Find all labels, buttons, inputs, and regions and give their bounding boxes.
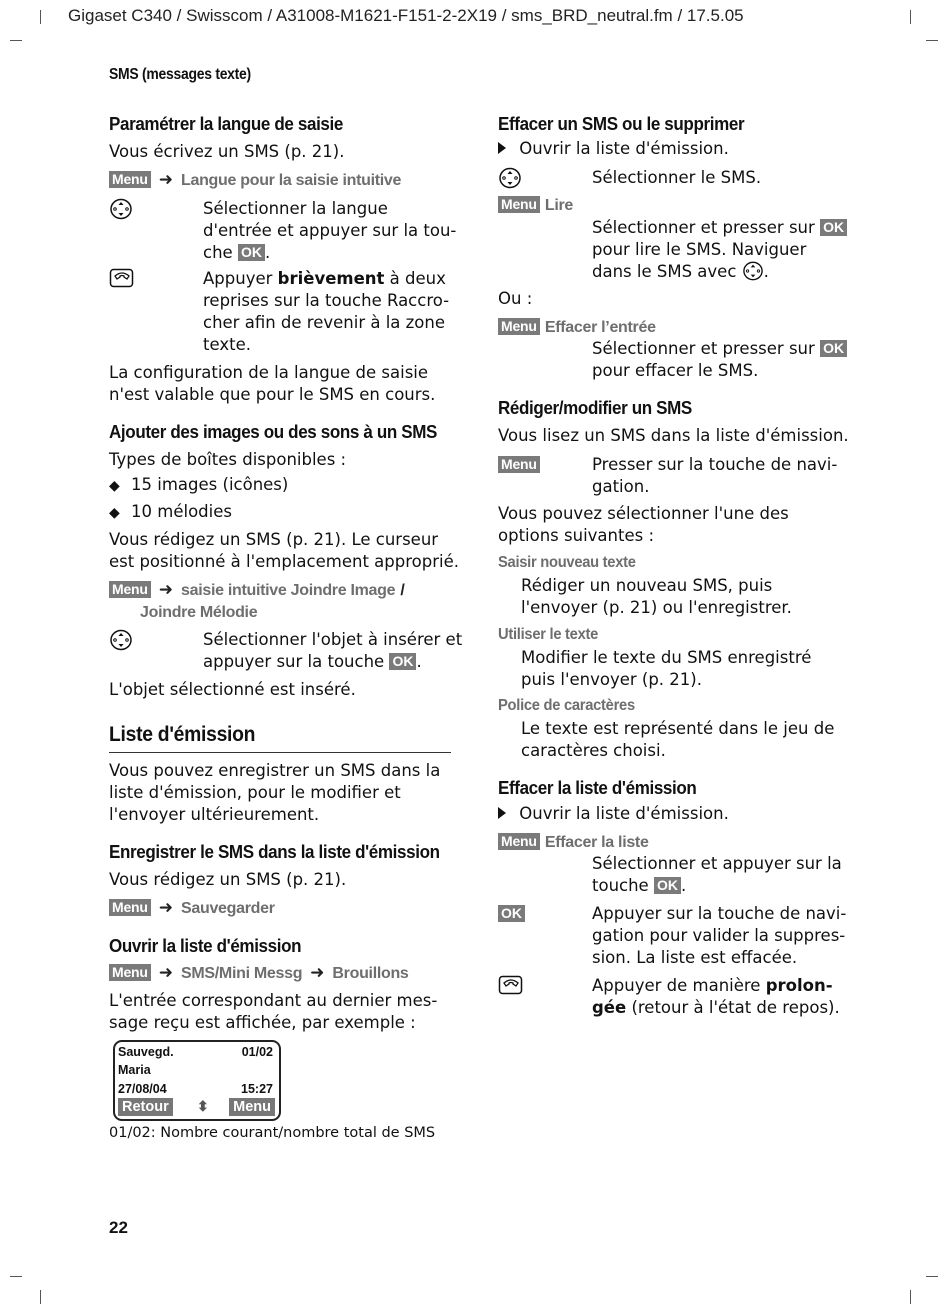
- crop-mark: [910, 1290, 911, 1304]
- step-select-object: [109, 629, 463, 675]
- display-line: Maria: [118, 1063, 151, 1077]
- end-call-key-icon: [498, 975, 524, 995]
- crop-mark: [10, 40, 22, 41]
- para-line: est positionné à l'emplacement approprié.: [109, 552, 459, 571]
- step-line: Sélectionner et presser sur: [592, 218, 815, 237]
- images-intro: Types de boîtes disponibles :: [109, 450, 347, 469]
- menu-path-lire: [498, 195, 573, 215]
- punct: .: [264, 243, 271, 262]
- heading-images: Ajouter des images ou des sons à un SMS: [109, 421, 438, 442]
- list-item: [109, 474, 288, 497]
- option-desc: [521, 647, 811, 691]
- para-line: sage reçu est affichée, par exemple :: [109, 1013, 416, 1032]
- list-item-text: 15 images (icônes): [131, 475, 289, 494]
- step-end-key-long: [498, 975, 843, 1021]
- menu-softkey[interactable]: Menu: [498, 318, 540, 335]
- crop-mark: [40, 10, 41, 24]
- crop-mark: [40, 1290, 41, 1304]
- nav-key-icon: [109, 629, 133, 651]
- step-line: Sélectionner et appuyer sur la: [592, 854, 842, 873]
- ok-key[interactable]: OK: [820, 219, 847, 236]
- step-line: Appuyer de manière: [592, 976, 761, 995]
- nav-key-icon: [498, 167, 522, 189]
- step-line: Appuyer: [203, 269, 273, 288]
- step-triangle-icon: [498, 807, 506, 819]
- display-date: 27/08/04: [118, 1082, 167, 1096]
- step-line: Presser sur la touche de navi-: [592, 455, 838, 474]
- lire-desc: [592, 217, 852, 283]
- nav-key-icon: [109, 198, 133, 220]
- arrow-icon: ➜: [158, 963, 174, 983]
- edit-intro: Vous lisez un SMS dans la liste d'émission.: [498, 426, 849, 445]
- step-line: Ouvrir la liste d'émission.: [519, 804, 729, 823]
- para-line: l'envoyer ultérieurement.: [109, 805, 320, 824]
- menu-path-images-cont: [140, 602, 257, 622]
- menu-softkey[interactable]: Menu: [498, 833, 540, 850]
- menu-softkey[interactable]: Menu: [109, 964, 151, 981]
- step-line: gation.: [592, 477, 650, 496]
- option-desc-line: caractères choisi.: [521, 741, 666, 760]
- display-counter: 01/02: [241, 1045, 273, 1059]
- ok-key[interactable]: OK: [654, 877, 681, 894]
- list-item-text: 10 mélodies: [131, 502, 232, 521]
- step-line: Sélectionner le SMS.: [592, 168, 762, 187]
- note-line: La configuration de la langue de saisie: [109, 363, 429, 382]
- option-label[interactable]: Saisir nouveau texte: [498, 554, 636, 571]
- menu-path-item: Brouillons: [332, 965, 409, 982]
- bullet-diamond-icon: ◆: [109, 505, 120, 521]
- ok-key[interactable]: OK: [389, 653, 416, 670]
- arrow-icon: ➜: [158, 170, 174, 190]
- crop-mark: [926, 40, 938, 41]
- arrow-icon: ➜: [158, 898, 174, 918]
- option-desc: [521, 575, 792, 619]
- section-title: SMS (messages texte): [109, 66, 251, 83]
- punct: .: [416, 652, 422, 671]
- step-select-sms: [498, 167, 843, 191]
- lang-intro: Vous écrivez un SMS (p. 21).: [109, 142, 345, 161]
- lang-note: [109, 362, 435, 406]
- effacer-desc: [592, 338, 852, 382]
- heading-edit: Rédiger/modifier un SMS: [498, 397, 692, 418]
- menu-path-item: Joindre Mélodie: [140, 604, 258, 621]
- option-desc-line: l'envoyer (p. 21) ou l'enregistrer.: [521, 598, 792, 617]
- option-label[interactable]: Utiliser le texte: [498, 626, 599, 643]
- menu-softkey[interactable]: Menu: [109, 171, 151, 188]
- step-line: dans le SMS avec: [592, 262, 737, 281]
- menu-path-item: Effacer l’entrée: [544, 319, 656, 336]
- step-line: sion. La liste est effacée.: [592, 948, 798, 967]
- punct: .: [763, 262, 769, 281]
- ok-key[interactable]: OK: [498, 905, 525, 922]
- menu-path-clear: [498, 832, 649, 852]
- option-desc-line: Modifier le texte du SMS enregistré: [521, 648, 812, 667]
- menu-softkey[interactable]: Menu: [498, 196, 540, 213]
- liste-para: [109, 760, 440, 826]
- ok-key[interactable]: OK: [238, 244, 265, 261]
- ou-label: Ou :: [498, 289, 533, 308]
- step-line: Sélectionner et presser sur: [592, 339, 815, 358]
- heading-lang: Paramétrer la langue de saisie: [109, 113, 343, 134]
- menu-path-images: [109, 580, 404, 600]
- step-bold: gée: [592, 998, 627, 1017]
- menu-path-item: Langue pour la saisie intuitive: [181, 172, 402, 189]
- list-item: [109, 501, 232, 524]
- softkey-menu[interactable]: Menu: [229, 1098, 275, 1116]
- display-line: Sauvegd.: [118, 1045, 174, 1059]
- menu-path-item: Effacer la liste: [544, 834, 649, 851]
- step-line: à deux: [389, 269, 446, 288]
- step-line: pour effacer le SMS.: [592, 361, 759, 380]
- step-line: texte.: [203, 335, 251, 354]
- save-intro: Vous rédigez un SMS (p. 21).: [109, 870, 347, 889]
- heading-rule: [109, 752, 451, 753]
- step-confirm-ok: [498, 903, 847, 971]
- menu-path-item: SMS/Mini Messg: [181, 965, 303, 982]
- softkey-retour[interactable]: Retour: [118, 1098, 173, 1116]
- bullet-diamond-icon: ◆: [109, 478, 120, 494]
- para-line: liste d'émission, pour le modifier et: [109, 783, 401, 802]
- step-select-lang: [109, 198, 457, 268]
- step-bold: prolon-: [765, 976, 833, 995]
- step-triangle-icon: [498, 142, 506, 154]
- step-line: Sélectionner l'objet à insérer et: [203, 630, 463, 649]
- page-number: 22: [109, 1218, 128, 1237]
- step-press-nav: [498, 454, 843, 500]
- option-label[interactable]: Police de caractères: [498, 697, 635, 714]
- step-line: touche: [592, 876, 649, 895]
- phone-display: [113, 1040, 281, 1121]
- para-line: Vous pouvez sélectionner l'une des: [498, 504, 789, 523]
- crop-mark: [910, 10, 911, 24]
- para-line: Vous pouvez enregistrer un SMS dans la: [109, 761, 441, 780]
- menu-path-lang: [109, 170, 401, 190]
- ok-key[interactable]: OK: [820, 340, 847, 357]
- step-end-key: [109, 268, 454, 358]
- step-line: gation pour valider la suppres-: [592, 926, 846, 945]
- option-desc-line: Le texte est représenté dans le jeu de: [521, 719, 835, 738]
- path-separator: /: [400, 582, 405, 599]
- heading-clear: Effacer la liste d'émission: [498, 777, 697, 798]
- step-line: Ouvrir la liste d'émission.: [519, 139, 729, 158]
- menu-path-item: saisie intuitive Joindre Image: [181, 582, 396, 599]
- menu-softkey[interactable]: Menu: [109, 899, 151, 916]
- heading-delete: Effacer un SMS ou le supprimer: [498, 113, 745, 134]
- images-para: [109, 529, 459, 573]
- menu-path-item: Lire: [544, 197, 574, 214]
- step-line: appuyer sur la touche: [203, 652, 385, 671]
- menu-softkey[interactable]: Menu: [498, 456, 540, 473]
- up-down-icon: ⬍: [197, 1098, 209, 1114]
- step-line: (retour à l'état de repos).: [631, 998, 840, 1017]
- note-line: n'est valable que pour le SMS en cours.: [109, 385, 436, 404]
- option-desc-line: Rédiger un nouveau SMS, puis: [521, 576, 773, 595]
- heading-save: Enregistrer le SMS dans la liste d'émission: [109, 841, 440, 862]
- open-para: [109, 990, 437, 1034]
- option-desc: [521, 718, 834, 762]
- heading-open: Ouvrir la liste d'émission: [109, 935, 302, 956]
- edit-para: [498, 503, 789, 547]
- step-line: Sélectionner la langue: [203, 199, 388, 218]
- menu-path-save: [109, 898, 275, 918]
- para-line: L'entrée correspondant au dernier mes-: [109, 991, 438, 1010]
- step-open-list: [498, 803, 729, 825]
- option-desc-line: puis l'envoyer (p. 21).: [521, 670, 702, 689]
- display-time: 15:27: [241, 1082, 273, 1096]
- display-caption: 01/02: Nombre courant/nombre total de SMS: [109, 1125, 436, 1141]
- step-line: reprises sur la touche Raccro-: [203, 291, 450, 310]
- menu-path-item: Sauvegarder: [181, 900, 275, 917]
- end-call-key-icon: [109, 268, 135, 288]
- nav-key-icon: [742, 261, 764, 281]
- para-line: Vous rédigez un SMS (p. 21). Le curseur: [109, 530, 439, 549]
- step-line: cher afin de revenir à la zone: [203, 313, 446, 332]
- crop-mark: [926, 1276, 938, 1277]
- step-line: pour lire le SMS. Naviguer: [592, 240, 807, 259]
- menu-softkey[interactable]: Menu: [109, 581, 151, 598]
- step-bold: brièvement: [277, 269, 385, 288]
- punct: .: [680, 876, 687, 895]
- crop-mark: [10, 1276, 22, 1277]
- step-line: che: [203, 243, 233, 262]
- step-line: d'entrée et appuyer sur la tou-: [203, 221, 457, 240]
- menu-path-open: [109, 963, 409, 983]
- step-line: Appuyer sur la touche de navi-: [592, 904, 847, 923]
- arrow-icon: ➜: [158, 580, 174, 600]
- arrow-icon: ➜: [310, 963, 325, 983]
- para-line: options suivantes :: [498, 526, 655, 545]
- images-result: L'objet sélectionné est inséré.: [109, 680, 356, 699]
- clear-desc: [592, 853, 852, 897]
- menu-path-effacer-entree: [498, 317, 656, 337]
- running-head: Gigaset C340 / Swisscom / A31008-M1621-F151-2-2X19 / sms_BRD_neutral.fm / 17.5.05: [68, 6, 744, 25]
- step-open-list: [498, 138, 729, 160]
- heading-liste: Liste d'émission: [109, 723, 256, 746]
